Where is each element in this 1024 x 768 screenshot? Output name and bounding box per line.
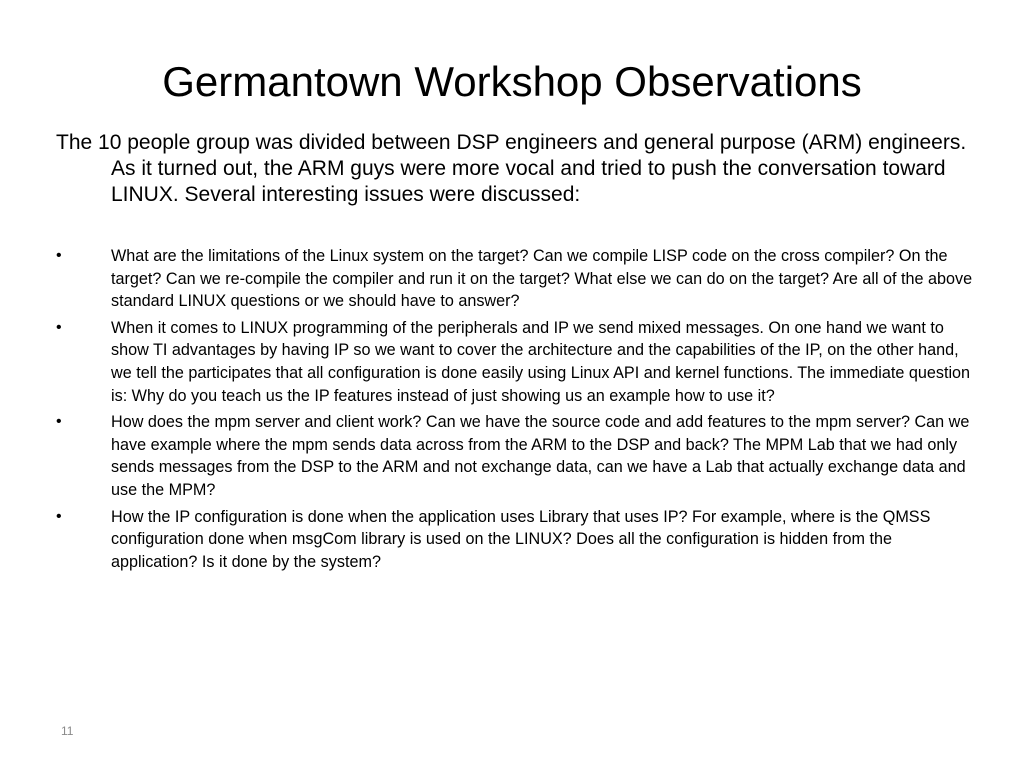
bullet-item-2 <box>56 317 981 407</box>
slide-title: Germantown Workshop Observations <box>162 58 862 105</box>
bullet-icon: • <box>56 247 62 264</box>
bullet-icon: • <box>56 318 62 336</box>
bullet-item-4 <box>56 506 981 574</box>
bullet-text: What are the limitations of the Linux system on the target? Can we compile LISP code on the cross compiler? On the target? Can we re-compile the compiler and run it on the target? What else we can do on the target? Are all of the above standard LINUX questions or we should have to answer? <box>111 247 973 311</box>
bullet-text: How the IP configuration is done when the application uses Library that uses IP? For example, where is the QMSS configuration done when msgCom library is used on the LINUX? Does all the configuration is hidden from the application? Is it done by the system? <box>111 507 931 571</box>
page-number: 11 <box>61 724 74 738</box>
bullet-list <box>56 245 981 577</box>
bullet-item-3 <box>56 411 981 501</box>
bullet-item-1 <box>56 245 981 313</box>
bullet-icon: • <box>56 507 62 525</box>
intro-paragraph: The 10 people group was divided between DSP engineers and general purpose (ARM) engineers. As it turned out, the ARM guys were more vocal and tried to push the conversation toward LINUX. Several interesting issues were discussed: <box>56 131 967 206</box>
bullet-text: When it comes to LINUX programming of the peripherals and IP we send mixed messages. On one hand we want to show TI advantages by having IP so we want to cover the architecture and the capabilities of the IP, on the other hand, we tell the participates that all configuration is done easily using Linux API and kernel functions. The immediate question is: Why do you teach us the IP features instead of just showing us an example how to use it? <box>111 318 971 405</box>
bullet-text: How does the mpm server and client work? Can we have the source code and add features to the mpm server? Can we have example where the mpm sends data across from the ARM to the DSP and back? The MPM Lab that we had only sends messages from the DSP to the ARM and not exchange data, can we have a Lab that actually exchange data and use the MPM? <box>111 413 970 499</box>
bullet-icon: • <box>56 413 62 431</box>
